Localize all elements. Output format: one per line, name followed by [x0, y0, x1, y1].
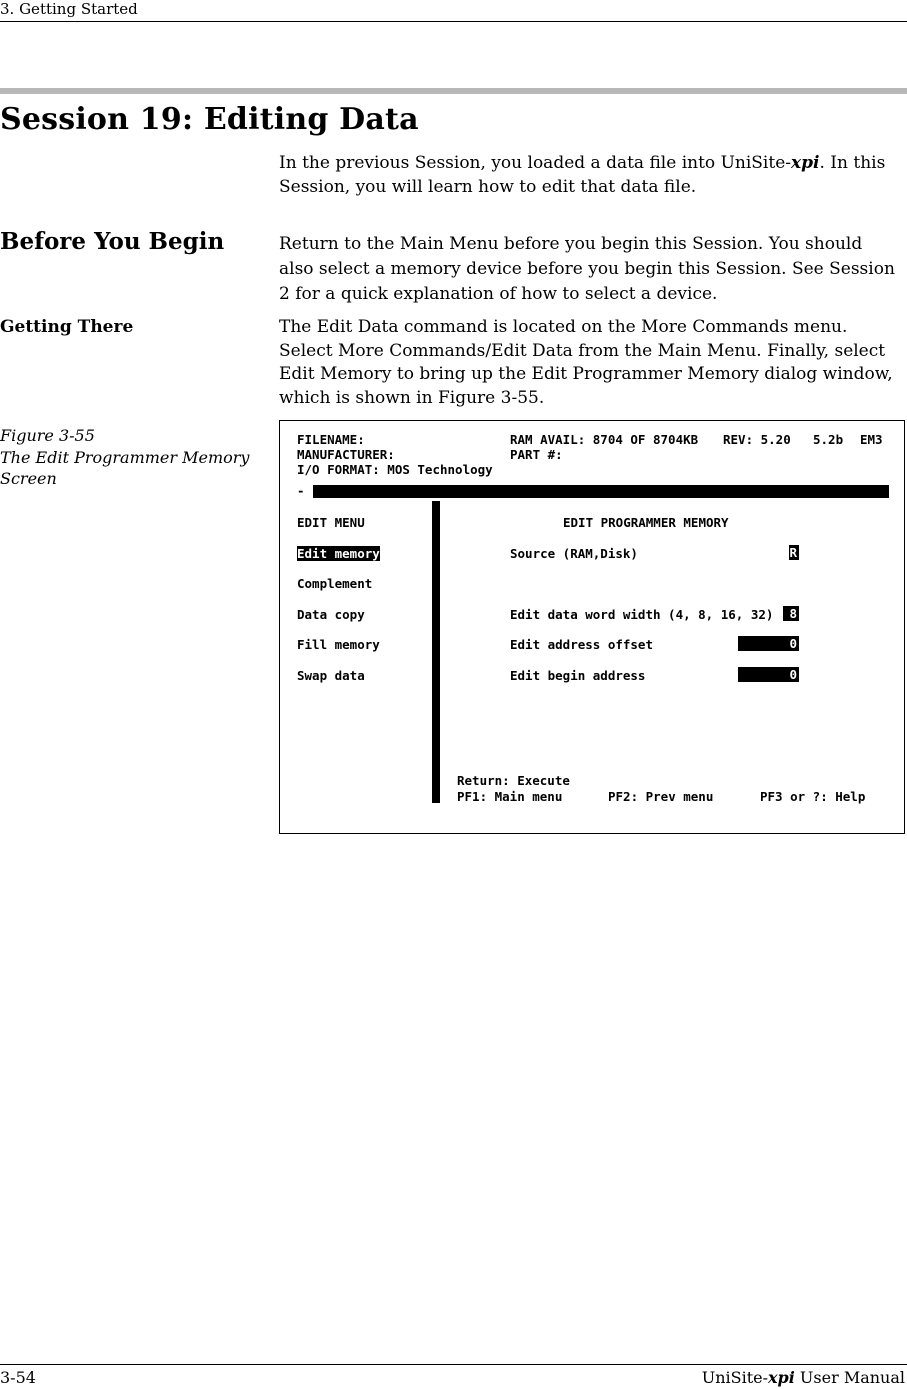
menu-item-edit-memory[interactable]: Edit memory — [297, 546, 380, 561]
status-bar — [313, 485, 889, 498]
figure-caption-text: The Edit Programmer Memory Screen — [0, 447, 250, 488]
menu-item-complement[interactable]: Complement — [297, 576, 373, 591]
before-you-begin-heading: Before You Begin — [0, 228, 225, 255]
address-offset-label: Edit address offset — [510, 637, 653, 652]
manual-title — [702, 1368, 905, 1388]
page-number: 3-54 — [0, 1368, 36, 1387]
dialog-title: EDIT PROGRAMMER MEMORY — [563, 515, 729, 530]
revision: REV: 5.20 — [723, 432, 791, 447]
menu-divider — [432, 501, 440, 803]
pf1-key-hint[interactable]: PF1: Main menu — [457, 789, 563, 804]
intro-paragraph — [279, 152, 894, 199]
source-field[interactable]: R — [789, 545, 797, 560]
status-dash: - — [297, 483, 305, 498]
menu-item-data-copy[interactable]: Data copy — [297, 607, 365, 622]
manufacturer-label: MANUFACTURER: — [297, 447, 395, 462]
page-title: Session 19: Editing Data — [0, 102, 419, 137]
terminal-screen-figure — [279, 420, 905, 834]
begin-address-label: Edit begin address — [510, 668, 646, 683]
menu-item-swap-data[interactable]: Swap data — [297, 668, 365, 683]
intro-product-italic: xpi — [791, 153, 820, 173]
em-code: EM3 — [860, 432, 883, 447]
word-width-field[interactable]: 8 — [783, 606, 799, 621]
manual-prefix: UniSite- — [701, 1368, 769, 1387]
header-rule — [0, 21, 907, 22]
section-band — [0, 88, 907, 94]
ram-avail: RAM AVAIL: 8704 OF 8704KB — [510, 432, 699, 447]
filename-label: FILENAME: — [297, 432, 365, 447]
getting-there-heading: Getting There — [0, 317, 134, 337]
intro-text-after: . In this Session, you will learn how to edit that data file. — [279, 153, 886, 197]
manual-suffix: User Manual — [794, 1368, 905, 1387]
version: 5.2b — [813, 432, 844, 447]
address-offset-field[interactable]: 0 — [738, 636, 799, 651]
footer-rule — [0, 1364, 907, 1365]
running-head: 3. Getting Started — [0, 0, 138, 18]
menu-item-fill-memory[interactable]: Fill memory — [297, 637, 380, 652]
begin-address-field[interactable]: 0 — [738, 667, 799, 682]
manual-italic: xpi — [768, 1368, 795, 1387]
return-key-hint: Return: Execute — [457, 773, 570, 788]
getting-there-text: The Edit Data command is located on the More Commands menu. Select More Commands/Edit Data from the Main Menu. Finally, select Edit Memory to bring up the Edit Programmer Memory dialog window, which is shown in Figure 3-55. — [279, 317, 893, 408]
pf3-key-hint[interactable]: PF3 or ?: Help — [760, 789, 866, 804]
source-label: Source (RAM,Disk) — [510, 546, 638, 561]
figure-number: Figure 3-55 — [0, 426, 95, 445]
edit-menu-title: EDIT MENU — [297, 515, 365, 530]
word-width-label: Edit data word width (4, 8, 16, 32) — [510, 607, 774, 622]
figure-caption — [0, 425, 260, 490]
pf2-key-hint[interactable]: PF2: Prev menu — [608, 789, 714, 804]
before-you-begin-text: Return to the Main Menu before you begin this Session. You should also select a memory device before you begin this Session. See Session 2 for a quick explanation of how to select a device. — [279, 234, 895, 304]
io-format: I/O FORMAT: MOS Technology — [297, 462, 493, 477]
intro-text-before: In the previous Session, you loaded a data file into UniSite- — [279, 153, 792, 173]
part-label: PART #: — [510, 447, 563, 462]
